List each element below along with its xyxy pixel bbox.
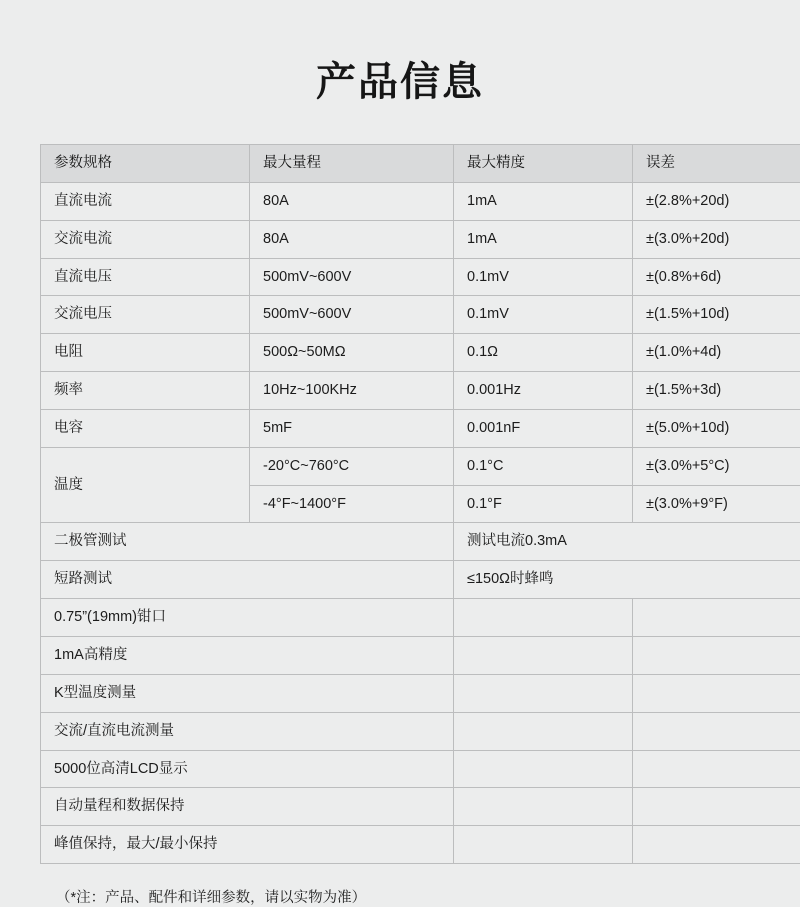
table-cell: 自动量程和数据保持 (41, 788, 454, 826)
table-cell: 1mA高精度 (41, 636, 454, 674)
spec-table (40, 144, 800, 864)
table-row (41, 750, 800, 788)
table-cell (633, 674, 800, 712)
table-cell: ±(3.0%+5°C) (633, 447, 800, 485)
table-header-cell: 误差 (633, 145, 800, 183)
table-cell (454, 599, 633, 637)
table-row (41, 447, 800, 485)
table-cell: ±(0.8%+6d) (633, 258, 800, 296)
table-cell: 0.75”(19mm)钳口 (41, 599, 454, 637)
table-cell: ±(5.0%+10d) (633, 409, 800, 447)
table-cell (633, 636, 800, 674)
table-cell: 5000位高清LCD显示 (41, 750, 454, 788)
table-row (41, 334, 800, 372)
table-cell: -4°F~1400°F (250, 485, 454, 523)
table-cell: 直流电压 (41, 258, 250, 296)
table-cell (454, 636, 633, 674)
table-row (41, 523, 800, 561)
table-cell (633, 826, 800, 864)
table-cell: 80A (250, 182, 454, 220)
table-cell: 0.1°F (454, 485, 633, 523)
table-row (41, 258, 800, 296)
table-cell: 0.1mV (454, 258, 633, 296)
table-cell: 10Hz~100KHz (250, 372, 454, 410)
table-cell: 短路测试 (41, 561, 454, 599)
table-cell: 5mF (250, 409, 454, 447)
table-row (41, 674, 800, 712)
page-title: 产品信息 (0, 0, 800, 106)
table-row (41, 182, 800, 220)
spec-table-wrapper (40, 144, 760, 864)
table-row (41, 409, 800, 447)
table-cell: ±(2.8%+20d) (633, 182, 800, 220)
table-cell: 交流电压 (41, 296, 250, 334)
table-cell: 交流/直流电流测量 (41, 712, 454, 750)
table-cell: 频率 (41, 372, 250, 410)
table-header-cell: 参数规格 (41, 145, 250, 183)
table-row (41, 220, 800, 258)
table-row (41, 712, 800, 750)
table-cell (633, 599, 800, 637)
table-header-cell: 最大量程 (250, 145, 454, 183)
table-cell (454, 750, 633, 788)
table-cell: 500mV~600V (250, 296, 454, 334)
table-cell: 0.1Ω (454, 334, 633, 372)
table-cell: 500Ω~50MΩ (250, 334, 454, 372)
table-cell: 80A (250, 220, 454, 258)
table-cell (454, 826, 633, 864)
table-cell: 0.1°C (454, 447, 633, 485)
table-cell: 1mA (454, 182, 633, 220)
table-row (41, 561, 800, 599)
table-cell (454, 788, 633, 826)
table-row (41, 826, 800, 864)
table-cell: 测试电流0.3mA (454, 523, 800, 561)
table-cell (633, 712, 800, 750)
table-cell: ≤150Ω时蜂鸣 (454, 561, 800, 599)
table-cell (454, 674, 633, 712)
table-header-cell: 最大精度 (454, 145, 633, 183)
table-row (41, 788, 800, 826)
table-cell: 二极管测试 (41, 523, 454, 561)
table-cell: 0.001nF (454, 409, 633, 447)
table-cell: 峰值保持，最大/最小保持 (41, 826, 454, 864)
table-row (41, 372, 800, 410)
table-cell: 500mV~600V (250, 258, 454, 296)
table-cell: 电容 (41, 409, 250, 447)
table-cell: 交流电流 (41, 220, 250, 258)
table-cell: 0.001Hz (454, 372, 633, 410)
table-cell: -20°C~760°C (250, 447, 454, 485)
table-cell: 0.1mV (454, 296, 633, 334)
table-cell: 直流电流 (41, 182, 250, 220)
table-row (41, 296, 800, 334)
table-cell: K型温度测量 (41, 674, 454, 712)
table-cell: 温度 (41, 447, 250, 523)
table-cell (454, 712, 633, 750)
footnote: （*注：产品、配件和详细参数，请以实物为准） (40, 886, 760, 907)
table-cell: ±(1.5%+10d) (633, 296, 800, 334)
table-cell: ±(1.5%+3d) (633, 372, 800, 410)
table-cell: 1mA (454, 220, 633, 258)
table-cell: ±(3.0%+20d) (633, 220, 800, 258)
table-cell (633, 788, 800, 826)
table-header-row (41, 145, 800, 183)
table-cell: ±(1.0%+4d) (633, 334, 800, 372)
table-cell (633, 750, 800, 788)
table-row (41, 599, 800, 637)
table-row (41, 636, 800, 674)
table-cell: ±(3.0%+9°F) (633, 485, 800, 523)
table-cell: 电阻 (41, 334, 250, 372)
